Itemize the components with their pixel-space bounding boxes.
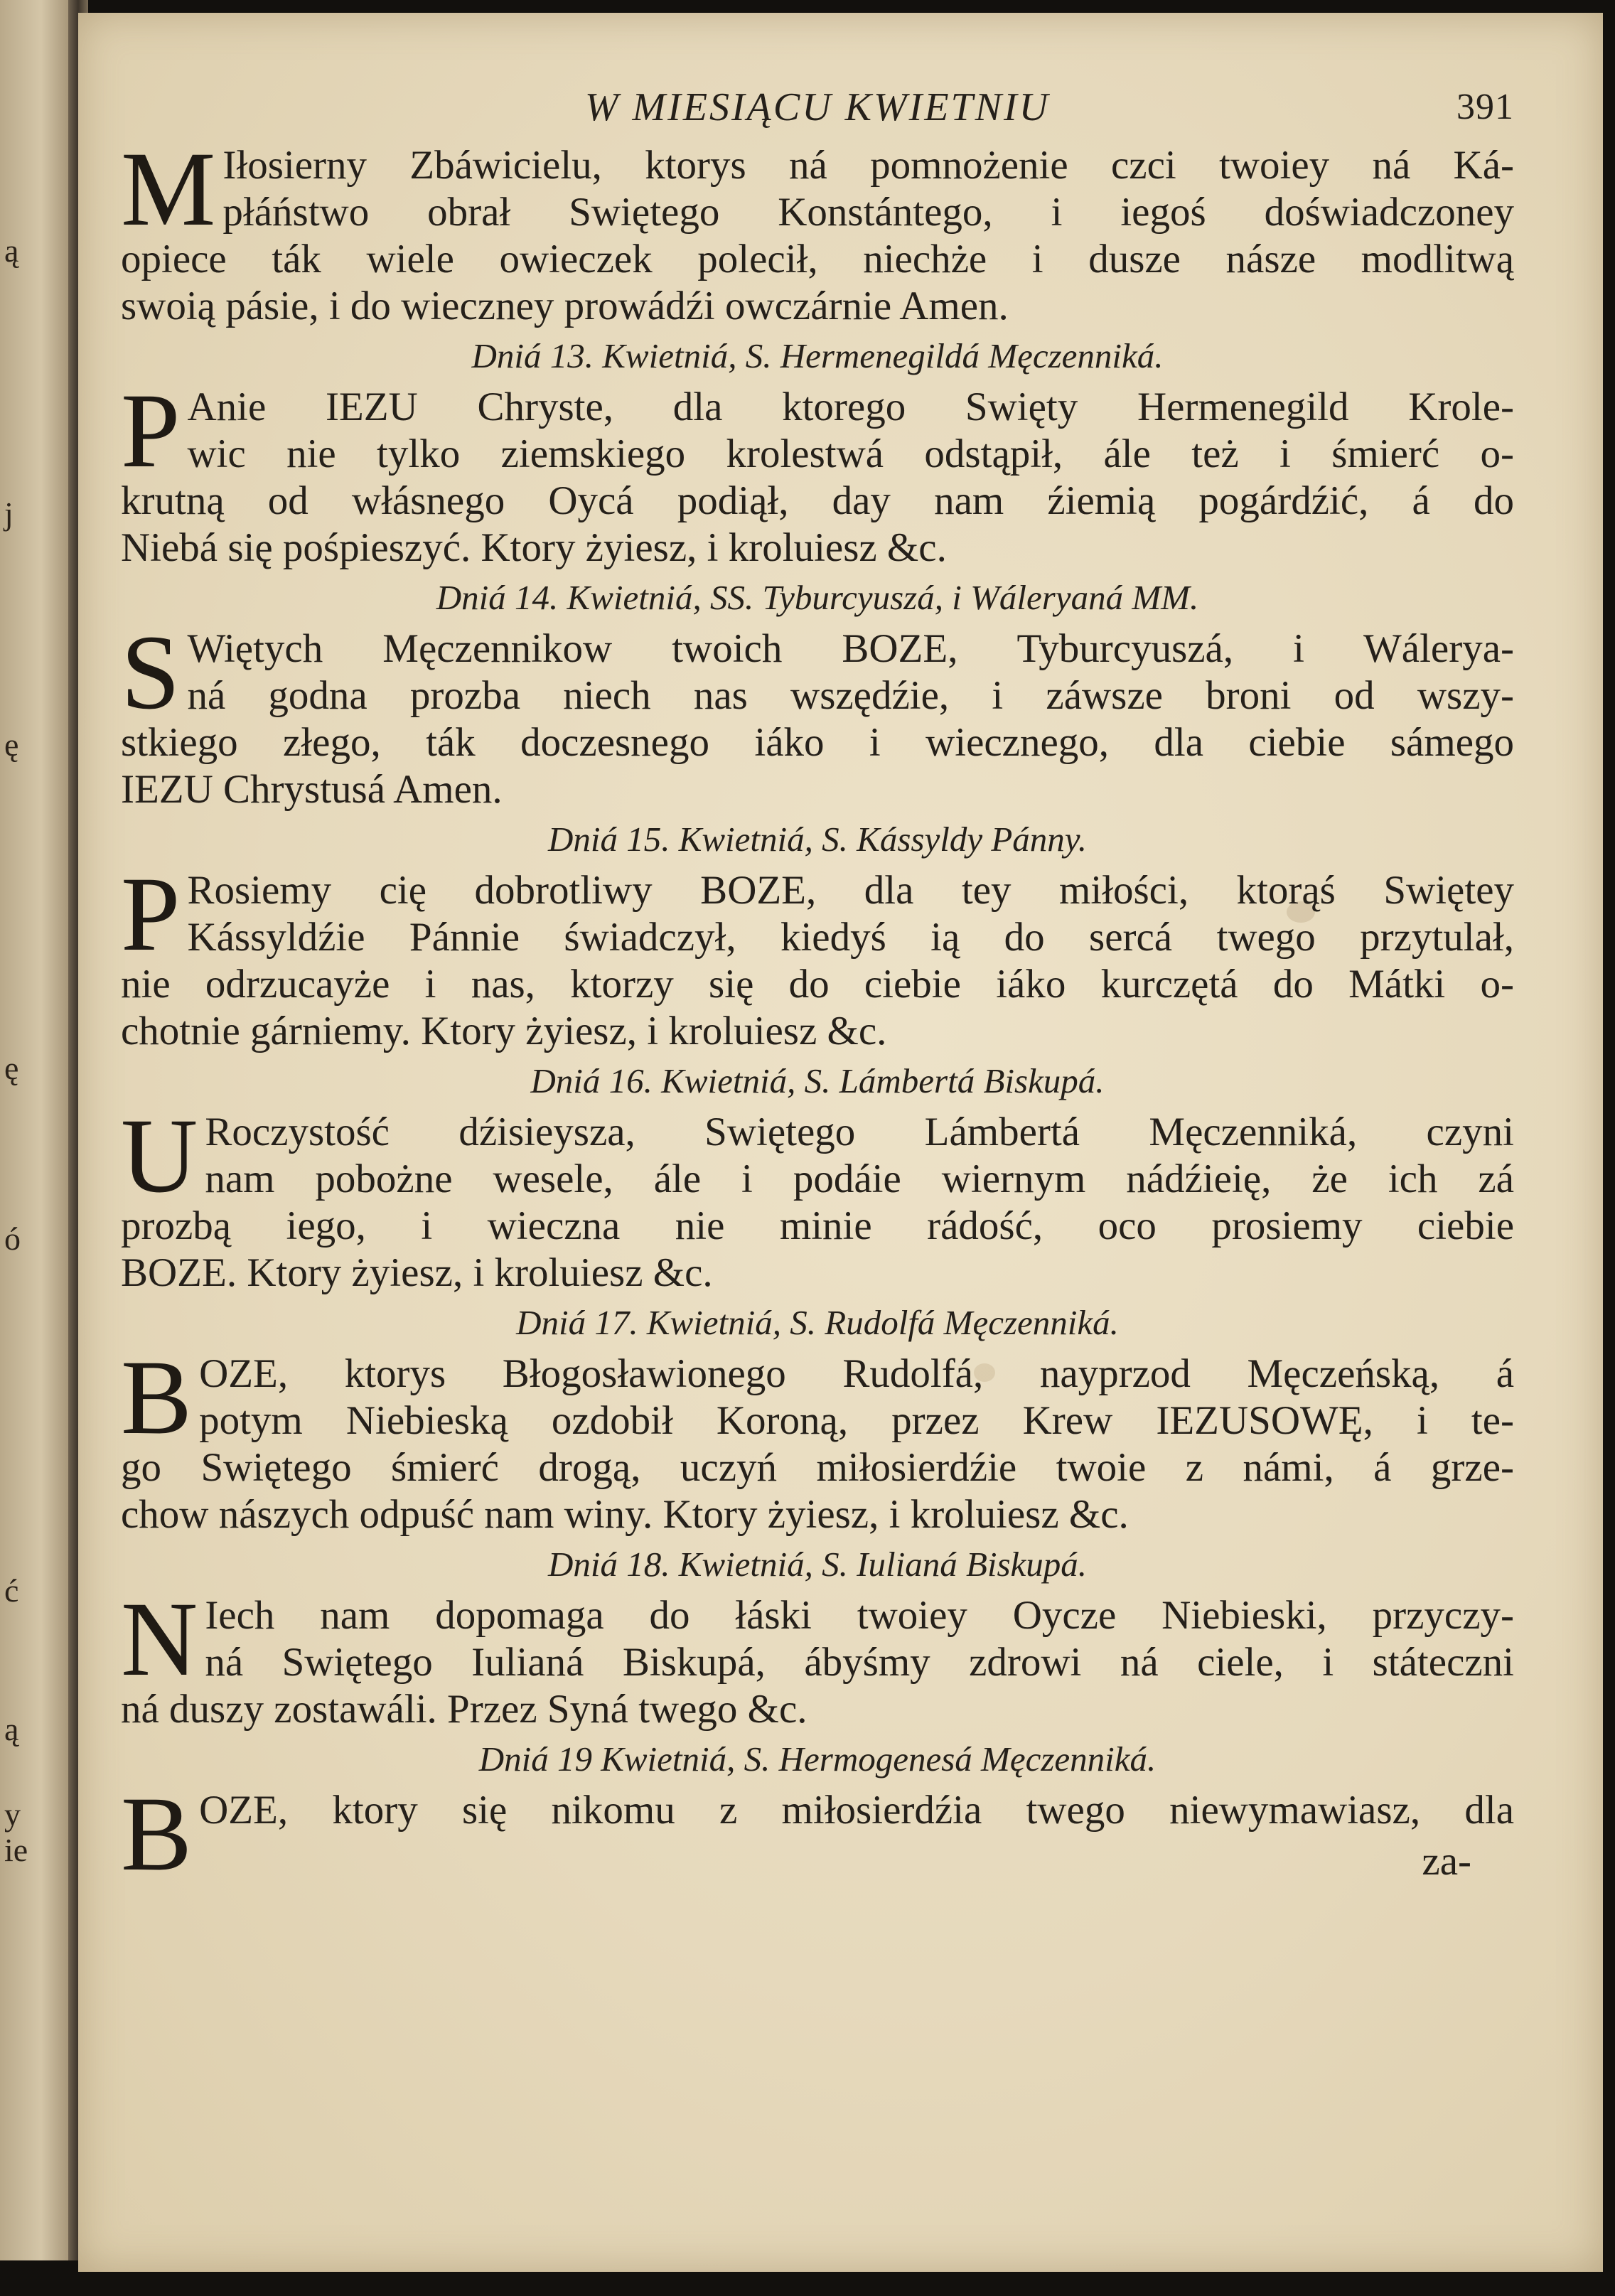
text-line: potym Niebieską ozdobił Koroną, przez Krew IEZUSOWĘ, i te- — [199, 1398, 1514, 1443]
text-block — [121, 84, 1514, 1893]
feast-rubric: Dniá 16. Kwietniá, S. Lámbertá Biskupá. — [530, 1061, 1105, 1100]
text-line: Anie IEZU Chryste, dla ktorego Swięty Hermenegild Krole- — [187, 385, 1514, 429]
feast-rubric: Dniá 13. Kwietniá, S. Hermenegildá Męczenniká. — [471, 336, 1164, 375]
drop-cap: M — [121, 130, 216, 248]
text-line: IEZU Chrystusá Amen. — [121, 767, 503, 812]
text-line: swoią pásie, i do wieczney prowádźi owczárnie Amen. — [121, 284, 1009, 328]
running-head-title: W MIESIĄCU KWIETNIU — [584, 85, 1051, 129]
text-line: stkiego złego, ták doczesnego iáko i wiecznego, dla ciebie sámego — [121, 720, 1514, 765]
text-line: Iech nam dopomaga do łáski twoiey Oycze Niebieski, przyczy- — [205, 1593, 1514, 1638]
drop-cap: P — [121, 372, 181, 490]
feast-rubric: Dniá 17. Kwietniá, S. Rudolfá Męczenniká. — [516, 1303, 1119, 1342]
text-line: nie odrzucayże i nas, ktorzy się do ciebie iáko kurczętá do Mátki o- — [121, 962, 1514, 1007]
drop-cap: N — [121, 1580, 198, 1698]
text-line: płáństwo obrał Swiętego Konstántego, i iegoś doświadczoney — [222, 190, 1514, 235]
feast-rubric: Dniá 19 Kwietniá, S. Hermogenesá Męczenniká. — [478, 1739, 1157, 1779]
prayer-block — [121, 1097, 1514, 1297]
text-line: prozbą iego, i wieczna nie minie rádość, oco prosiemy ciebie — [121, 1203, 1514, 1248]
prayer-block — [121, 130, 1514, 330]
page-number: 391 — [1456, 87, 1514, 127]
text-line: ná duszy zostawáli. Przez Syná twego &c. — [121, 1687, 808, 1732]
text-line: OZE, ktorys Błogosławionego Rudolfá, nayprzod Męczeńską, á — [199, 1351, 1514, 1396]
feast-rubric: Dniá 18. Kwietniá, S. Iulianá Biskupá. — [547, 1545, 1088, 1584]
margin-fragment: ie — [4, 1832, 28, 1868]
text-line: Więtych Męczennikow twoich BOZE, Tyburcyuszá, i Wálerya- — [187, 626, 1514, 671]
margin-fragment: ó — [4, 1221, 21, 1257]
text-line: opiece ták wiele owieczek polecił, niechże i dusze násze modlitwą — [121, 237, 1514, 281]
text-line: BOZE. Ktory żyiesz, i kroluiesz &c. — [121, 1250, 713, 1295]
prayer-block — [121, 1339, 1514, 1538]
prayer-block — [121, 372, 1514, 572]
text-line: Rosiemy cię dobrotliwy BOZE, dla tey miłości, ktorąś Swiętey — [187, 868, 1514, 913]
prayer-block — [121, 1775, 1514, 1893]
text-line: wic nie tylko ziemskiego krolestwá odstąpił, ále też i śmierć o- — [187, 431, 1514, 476]
catchword: za- — [1422, 1839, 1471, 1884]
text-line: ná Swiętego Iulianá Biskupá, ábyśmy zdrowi ná ciele, i státeczni — [205, 1640, 1514, 1685]
text-line: Roczystość dźisieysza, Swiętego Lámbertá Męczenniká, czyni — [205, 1110, 1514, 1154]
drop-cap: B — [121, 1775, 193, 1893]
drop-cap: S — [121, 613, 181, 731]
drop-cap: P — [121, 855, 181, 973]
margin-fragment: ć — [4, 1572, 19, 1609]
margin-fragment: y — [4, 1796, 21, 1833]
text-line: Kássyldźie Pánnie świadczył, kiedyś ią do sercá twego przytulał, — [187, 915, 1514, 960]
text-line: ná godna prozba niech nas wszędźie, i záwsze broni od wszy- — [187, 673, 1514, 718]
feast-rubric: Dniá 14. Kwietniá, SS. Tyburcyuszá, i Wáleryaná MM. — [436, 578, 1199, 617]
text-line: Niebá się pośpieszyć. Ktory żyiesz, i kroluiesz &c. — [121, 525, 947, 570]
text-line: nam pobożne wesele, ále i podáie wiernym nádźieię, że ich zá — [205, 1157, 1514, 1201]
margin-fragment: ę — [4, 726, 19, 763]
text-line: chotnie gárniemy. Ktory żyiesz, i kroluiesz &c. — [121, 1009, 887, 1053]
margin-fragment: ę — [4, 1050, 19, 1086]
text-line: go Swiętego śmierć drogą, uczyń miłosierdźie twoie z námi, á grze- — [121, 1445, 1514, 1490]
prayer-block — [121, 855, 1514, 1055]
prayer-block — [121, 1580, 1514, 1733]
running-head — [121, 84, 1514, 142]
book-page — [78, 13, 1603, 2272]
margin-fragment: ą — [4, 232, 19, 269]
text-line: chow nászych odpuść nam winy. Ktory żyiesz, i kroluiesz &c. — [121, 1492, 1129, 1537]
margin-fragment: ą — [4, 1711, 19, 1747]
text-line: Iłosierny Zbáwicielu, ktorys ná pomnożenie czci twoiey ná Ká- — [222, 143, 1514, 188]
drop-cap: U — [121, 1097, 198, 1215]
text-line: OZE, ktory się nikomu z miłosierdźia twego niewymawiasz, dla — [199, 1788, 1514, 1833]
feast-rubric: Dniá 15. Kwietniá, S. Kássyldy Pánny. — [547, 820, 1088, 859]
drop-cap: B — [121, 1339, 193, 1457]
margin-fragment: j — [4, 495, 14, 532]
prayer-block — [121, 613, 1514, 813]
previous-page-edge — [0, 0, 68, 2260]
text-line: krutną od włásnego Oycá podiął, day nam źiemią pogárdźić, á do — [121, 478, 1514, 523]
